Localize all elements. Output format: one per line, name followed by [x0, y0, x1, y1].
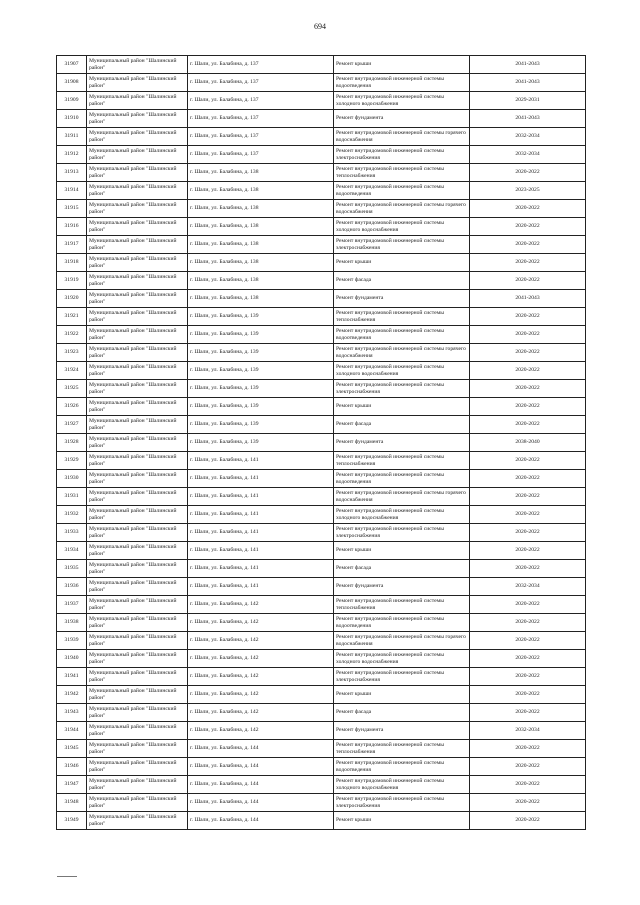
row-number: 31941 [57, 668, 87, 686]
address-cell: г. Шали, ул. Балабина, д. 142 [188, 704, 334, 722]
row-number: 31942 [57, 686, 87, 704]
municipality-cell: Муниципальный район "Шалинский район" [87, 344, 188, 362]
row-number: 31932 [57, 506, 87, 524]
address-cell: г. Шали, ул. Балабина, д. 144 [188, 812, 334, 830]
row-number: 31908 [57, 74, 87, 92]
table-row [57, 578, 586, 596]
municipality-cell: Муниципальный район "Шалинский район" [87, 560, 188, 578]
work-type-cell: Ремонт фундамента [334, 578, 470, 596]
work-type-cell: Ремонт внутридомовой инженерной системы холодного водоснабжения [334, 776, 470, 794]
work-type-cell: Ремонт внутридомовой инженерной системы теплоснабжения [334, 164, 470, 182]
table-row [57, 794, 586, 812]
municipality-cell: Муниципальный район "Шалинский район" [87, 182, 188, 200]
address-cell: г. Шали, ул. Балабина, д. 139 [188, 308, 334, 326]
repair-schedule-table [56, 55, 586, 830]
period-cell: 2020-2022 [470, 326, 586, 344]
address-cell: г. Шали, ул. Балабина, д. 139 [188, 362, 334, 380]
row-number: 31938 [57, 614, 87, 632]
work-type-cell: Ремонт фундамента [334, 722, 470, 740]
municipality-cell: Муниципальный район "Шалинский район" [87, 542, 188, 560]
municipality-cell: Муниципальный район "Шалинский район" [87, 614, 188, 632]
municipality-cell: Муниципальный район "Шалинский район" [87, 686, 188, 704]
address-cell: г. Шали, ул. Балабина, д. 141 [188, 506, 334, 524]
period-cell: 2029-2031 [470, 92, 586, 110]
row-number: 31918 [57, 254, 87, 272]
work-type-cell: Ремонт внутридомовой инженерной системы водоотведения [334, 470, 470, 488]
municipality-cell: Муниципальный район "Шалинский район" [87, 578, 188, 596]
municipality-cell: Муниципальный район "Шалинский район" [87, 776, 188, 794]
row-number: 31913 [57, 164, 87, 182]
work-type-cell: Ремонт внутридомовой инженерной системы холодного водоснабжения [334, 218, 470, 236]
address-cell: г. Шали, ул. Балабина, д. 138 [188, 218, 334, 236]
table-row [57, 182, 586, 200]
row-number: 31949 [57, 812, 87, 830]
work-type-cell: Ремонт внутридомовой инженерной системы холодного водоснабжения [334, 650, 470, 668]
municipality-cell: Муниципальный район "Шалинский район" [87, 290, 188, 308]
address-cell: г. Шали, ул. Балабина, д. 137 [188, 128, 334, 146]
table-row [57, 290, 586, 308]
table-row [57, 110, 586, 128]
row-number: 31927 [57, 416, 87, 434]
municipality-cell: Муниципальный район "Шалинский район" [87, 164, 188, 182]
work-type-cell: Ремонт крыши [334, 254, 470, 272]
address-cell: г. Шали, ул. Балабина, д. 137 [188, 146, 334, 164]
period-cell: 2020-2022 [470, 272, 586, 290]
work-type-cell: Ремонт внутридомовой инженерной системы электроснабжения [334, 524, 470, 542]
municipality-cell: Муниципальный район "Шалинский район" [87, 200, 188, 218]
row-number: 31911 [57, 128, 87, 146]
period-cell: 2020-2022 [470, 758, 586, 776]
work-type-cell: Ремонт внутридомовой инженерной системы горячего водоснабжения [334, 128, 470, 146]
address-cell: г. Шали, ул. Балабина, д. 137 [188, 74, 334, 92]
row-number: 31916 [57, 218, 87, 236]
table-row [57, 632, 586, 650]
work-type-cell: Ремонт крыши [334, 56, 470, 74]
address-cell: г. Шали, ул. Балабина, д. 144 [188, 794, 334, 812]
table-row [57, 326, 586, 344]
table-row [57, 362, 586, 380]
table-row [57, 272, 586, 290]
table-row [57, 92, 586, 110]
municipality-cell: Муниципальный район "Шалинский район" [87, 758, 188, 776]
address-cell: г. Шали, ул. Балабина, д. 137 [188, 92, 334, 110]
table-row [57, 380, 586, 398]
work-type-cell: Ремонт внутридомовой инженерной системы водоотведения [334, 74, 470, 92]
work-type-cell: Ремонт внутридомовой инженерной системы горячего водоснабжения [334, 632, 470, 650]
row-number: 31923 [57, 344, 87, 362]
row-number: 31922 [57, 326, 87, 344]
row-number: 31944 [57, 722, 87, 740]
table-row [57, 308, 586, 326]
address-cell: г. Шали, ул. Балабина, д. 139 [188, 416, 334, 434]
row-number: 31934 [57, 542, 87, 560]
municipality-cell: Муниципальный район "Шалинский район" [87, 434, 188, 452]
period-cell: 2020-2022 [470, 362, 586, 380]
period-cell: 2032-2034 [470, 128, 586, 146]
municipality-cell: Муниципальный район "Шалинский район" [87, 236, 188, 254]
table-body [57, 56, 586, 830]
period-cell: 2020-2022 [470, 686, 586, 704]
address-cell: г. Шали, ул. Балабина, д. 138 [188, 182, 334, 200]
table-row [57, 416, 586, 434]
period-cell: 2020-2022 [470, 668, 586, 686]
address-cell: г. Шали, ул. Балабина, д. 142 [188, 686, 334, 704]
municipality-cell: Муниципальный район "Шалинский район" [87, 632, 188, 650]
work-type-cell: Ремонт фундамента [334, 434, 470, 452]
row-number: 31907 [57, 56, 87, 74]
address-cell: г. Шали, ул. Балабина, д. 138 [188, 200, 334, 218]
address-cell: г. Шали, ул. Балабина, д. 144 [188, 758, 334, 776]
address-cell: г. Шали, ул. Балабина, д. 142 [188, 596, 334, 614]
table-row [57, 722, 586, 740]
period-cell: 2020-2022 [470, 704, 586, 722]
period-cell: 2020-2022 [470, 344, 586, 362]
table-row [57, 398, 586, 416]
address-cell: г. Шали, ул. Балабина, д. 137 [188, 56, 334, 74]
table-row [57, 56, 586, 74]
table-row [57, 668, 586, 686]
address-cell: г. Шали, ул. Балабина, д. 144 [188, 776, 334, 794]
period-cell: 2032-2034 [470, 578, 586, 596]
work-type-cell: Ремонт внутридомовой инженерной системы теплоснабжения [334, 452, 470, 470]
row-number: 31912 [57, 146, 87, 164]
table-row [57, 614, 586, 632]
row-number: 31946 [57, 758, 87, 776]
period-cell: 2020-2022 [470, 614, 586, 632]
period-cell: 2032-2034 [470, 146, 586, 164]
municipality-cell: Муниципальный район "Шалинский район" [87, 398, 188, 416]
municipality-cell: Муниципальный район "Шалинский район" [87, 110, 188, 128]
table-row [57, 470, 586, 488]
row-number: 31919 [57, 272, 87, 290]
municipality-cell: Муниципальный район "Шалинский район" [87, 416, 188, 434]
table-row [57, 704, 586, 722]
work-type-cell: Ремонт фасада [334, 560, 470, 578]
municipality-cell: Муниципальный район "Шалинский район" [87, 254, 188, 272]
table-row [57, 596, 586, 614]
row-number: 31917 [57, 236, 87, 254]
footnote-rule [57, 876, 77, 877]
table-row [57, 686, 586, 704]
row-number: 31924 [57, 362, 87, 380]
period-cell: 2020-2022 [470, 308, 586, 326]
work-type-cell: Ремонт внутридомовой инженерной системы электроснабжения [334, 146, 470, 164]
period-cell: 2020-2022 [470, 812, 586, 830]
municipality-cell: Муниципальный район "Шалинский район" [87, 218, 188, 236]
row-number: 31920 [57, 290, 87, 308]
address-cell: г. Шали, ул. Балабина, д. 144 [188, 740, 334, 758]
municipality-cell: Муниципальный район "Шалинский район" [87, 596, 188, 614]
municipality-cell: Муниципальный район "Шалинский район" [87, 506, 188, 524]
work-type-cell: Ремонт фасада [334, 272, 470, 290]
table-row [57, 164, 586, 182]
work-type-cell: Ремонт внутридомовой инженерной системы водоотведения [334, 182, 470, 200]
municipality-cell: Муниципальный район "Шалинский район" [87, 362, 188, 380]
address-cell: г. Шали, ул. Балабина, д. 138 [188, 290, 334, 308]
address-cell: г. Шали, ул. Балабина, д. 139 [188, 326, 334, 344]
row-number: 31926 [57, 398, 87, 416]
period-cell: 2020-2022 [470, 398, 586, 416]
address-cell: г. Шали, ул. Балабина, д. 138 [188, 272, 334, 290]
work-type-cell: Ремонт фасада [334, 704, 470, 722]
municipality-cell: Муниципальный район "Шалинский район" [87, 128, 188, 146]
period-cell: 2020-2022 [470, 560, 586, 578]
municipality-cell: Муниципальный район "Шалинский район" [87, 668, 188, 686]
period-cell: 2020-2022 [470, 452, 586, 470]
table-row [57, 74, 586, 92]
municipality-cell: Муниципальный район "Шалинский район" [87, 794, 188, 812]
table-row [57, 758, 586, 776]
period-cell: 2020-2022 [470, 470, 586, 488]
table-row [57, 146, 586, 164]
table-row [57, 218, 586, 236]
address-cell: г. Шали, ул. Балабина, д. 138 [188, 254, 334, 272]
period-cell: 2038-2040 [470, 434, 586, 452]
work-type-cell: Ремонт внутридомовой инженерной системы горячего водоснабжения [334, 488, 470, 506]
address-cell: г. Шали, ул. Балабина, д. 141 [188, 488, 334, 506]
municipality-cell: Муниципальный район "Шалинский район" [87, 56, 188, 74]
municipality-cell: Муниципальный район "Шалинский район" [87, 524, 188, 542]
period-cell: 2041-2043 [470, 74, 586, 92]
work-type-cell: Ремонт внутридомовой инженерной системы холодного водоснабжения [334, 362, 470, 380]
period-cell: 2020-2022 [470, 794, 586, 812]
work-type-cell: Ремонт внутридомовой инженерной системы теплоснабжения [334, 308, 470, 326]
address-cell: г. Шали, ул. Балабина, д. 141 [188, 470, 334, 488]
work-type-cell: Ремонт крыши [334, 812, 470, 830]
period-cell: 2020-2022 [470, 776, 586, 794]
work-type-cell: Ремонт крыши [334, 686, 470, 704]
period-cell: 2020-2022 [470, 632, 586, 650]
period-cell: 2020-2022 [470, 506, 586, 524]
row-number: 31921 [57, 308, 87, 326]
period-cell: 2020-2022 [470, 488, 586, 506]
page-number: 694 [314, 22, 326, 31]
table-row [57, 812, 586, 830]
period-cell: 2041-2043 [470, 290, 586, 308]
municipality-cell: Муниципальный район "Шалинский район" [87, 650, 188, 668]
row-number: 31948 [57, 794, 87, 812]
municipality-cell: Муниципальный район "Шалинский район" [87, 146, 188, 164]
row-number: 31931 [57, 488, 87, 506]
period-cell: 2032-2034 [470, 722, 586, 740]
period-cell: 2020-2022 [470, 524, 586, 542]
work-type-cell: Ремонт внутридомовой инженерной системы электроснабжения [334, 380, 470, 398]
row-number: 31928 [57, 434, 87, 452]
work-type-cell: Ремонт фасада [334, 416, 470, 434]
work-type-cell: Ремонт фундамента [334, 110, 470, 128]
address-cell: г. Шали, ул. Балабина, д. 142 [188, 722, 334, 740]
municipality-cell: Муниципальный район "Шалинский район" [87, 452, 188, 470]
row-number: 31947 [57, 776, 87, 794]
row-number: 31915 [57, 200, 87, 218]
municipality-cell: Муниципальный район "Шалинский район" [87, 74, 188, 92]
period-cell: 2020-2022 [470, 218, 586, 236]
work-type-cell: Ремонт внутридомовой инженерной системы водоотведения [334, 614, 470, 632]
municipality-cell: Муниципальный район "Шалинский район" [87, 488, 188, 506]
table-row [57, 434, 586, 452]
work-type-cell: Ремонт внутридомовой инженерной системы холодного водоснабжения [334, 92, 470, 110]
period-cell: 2020-2022 [470, 254, 586, 272]
address-cell: г. Шали, ул. Балабина, д. 137 [188, 110, 334, 128]
work-type-cell: Ремонт крыши [334, 542, 470, 560]
municipality-cell: Муниципальный район "Шалинский район" [87, 722, 188, 740]
municipality-cell: Муниципальный район "Шалинский район" [87, 272, 188, 290]
address-cell: г. Шали, ул. Балабина, д. 142 [188, 650, 334, 668]
work-type-cell: Ремонт внутридомовой инженерной системы электроснабжения [334, 668, 470, 686]
address-cell: г. Шали, ул. Балабина, д. 142 [188, 668, 334, 686]
address-cell: г. Шали, ул. Балабина, д. 141 [188, 560, 334, 578]
table-row [57, 452, 586, 470]
row-number: 31929 [57, 452, 87, 470]
municipality-cell: Муниципальный район "Шалинский район" [87, 812, 188, 830]
period-cell: 2041-2043 [470, 110, 586, 128]
row-number: 31933 [57, 524, 87, 542]
table-row [57, 776, 586, 794]
municipality-cell: Муниципальный район "Шалинский район" [87, 704, 188, 722]
work-type-cell: Ремонт внутридомовой инженерной системы горячего водоснабжения [334, 200, 470, 218]
address-cell: г. Шали, ул. Балабина, д. 142 [188, 632, 334, 650]
row-number: 31940 [57, 650, 87, 668]
address-cell: г. Шали, ул. Балабина, д. 141 [188, 452, 334, 470]
municipality-cell: Муниципальный район "Шалинский район" [87, 326, 188, 344]
address-cell: г. Шали, ул. Балабина, д. 139 [188, 344, 334, 362]
address-cell: г. Шали, ул. Балабина, д. 141 [188, 524, 334, 542]
period-cell: 2020-2022 [470, 740, 586, 758]
address-cell: г. Шали, ул. Балабина, д. 139 [188, 398, 334, 416]
work-type-cell: Ремонт крыши [334, 398, 470, 416]
row-number: 31937 [57, 596, 87, 614]
period-cell: 2041-2043 [470, 56, 586, 74]
work-type-cell: Ремонт фундамента [334, 290, 470, 308]
work-type-cell: Ремонт внутридомовой инженерной системы водоотведения [334, 758, 470, 776]
work-type-cell: Ремонт внутридомовой инженерной системы электроснабжения [334, 236, 470, 254]
period-cell: 2020-2022 [470, 542, 586, 560]
address-cell: г. Шали, ул. Балабина, д. 138 [188, 236, 334, 254]
work-type-cell: Ремонт внутридомовой инженерной системы электроснабжения [334, 794, 470, 812]
period-cell: 2020-2022 [470, 650, 586, 668]
row-number: 31936 [57, 578, 87, 596]
table-row [57, 560, 586, 578]
period-cell: 2020-2022 [470, 164, 586, 182]
row-number: 31909 [57, 92, 87, 110]
period-cell: 2020-2022 [470, 416, 586, 434]
table-row [57, 254, 586, 272]
row-number: 31939 [57, 632, 87, 650]
work-type-cell: Ремонт внутридомовой инженерной системы теплоснабжения [334, 596, 470, 614]
row-number: 31943 [57, 704, 87, 722]
address-cell: г. Шали, ул. Балабина, д. 139 [188, 434, 334, 452]
municipality-cell: Муниципальный район "Шалинский район" [87, 470, 188, 488]
municipality-cell: Муниципальный район "Шалинский район" [87, 380, 188, 398]
address-cell: г. Шали, ул. Балабина, д. 141 [188, 542, 334, 560]
row-number: 31914 [57, 182, 87, 200]
address-cell: г. Шали, ул. Балабина, д. 138 [188, 164, 334, 182]
row-number: 31935 [57, 560, 87, 578]
table-row [57, 506, 586, 524]
table-row [57, 200, 586, 218]
address-cell: г. Шали, ул. Балабина, д. 139 [188, 380, 334, 398]
table-row [57, 488, 586, 506]
period-cell: 2020-2022 [470, 200, 586, 218]
row-number: 31930 [57, 470, 87, 488]
municipality-cell: Муниципальный район "Шалинский район" [87, 740, 188, 758]
table-row [57, 344, 586, 362]
table-row [57, 524, 586, 542]
address-cell: г. Шали, ул. Балабина, д. 142 [188, 614, 334, 632]
table-row [57, 236, 586, 254]
row-number: 31925 [57, 380, 87, 398]
work-type-cell: Ремонт внутридомовой инженерной системы холодного водоснабжения [334, 506, 470, 524]
work-type-cell: Ремонт внутридомовой инженерной системы водоотведения [334, 326, 470, 344]
period-cell: 2023-2025 [470, 182, 586, 200]
work-type-cell: Ремонт внутридомовой инженерной системы горячего водоснабжения [334, 344, 470, 362]
table-row [57, 740, 586, 758]
address-cell: г. Шали, ул. Балабина, д. 141 [188, 578, 334, 596]
period-cell: 2020-2022 [470, 236, 586, 254]
period-cell: 2020-2022 [470, 596, 586, 614]
table-row [57, 650, 586, 668]
work-type-cell: Ремонт внутридомовой инженерной системы теплоснабжения [334, 740, 470, 758]
row-number: 31945 [57, 740, 87, 758]
period-cell: 2020-2022 [470, 380, 586, 398]
row-number: 31910 [57, 110, 87, 128]
table-row [57, 542, 586, 560]
municipality-cell: Муниципальный район "Шалинский район" [87, 92, 188, 110]
municipality-cell: Муниципальный район "Шалинский район" [87, 308, 188, 326]
table-row [57, 128, 586, 146]
